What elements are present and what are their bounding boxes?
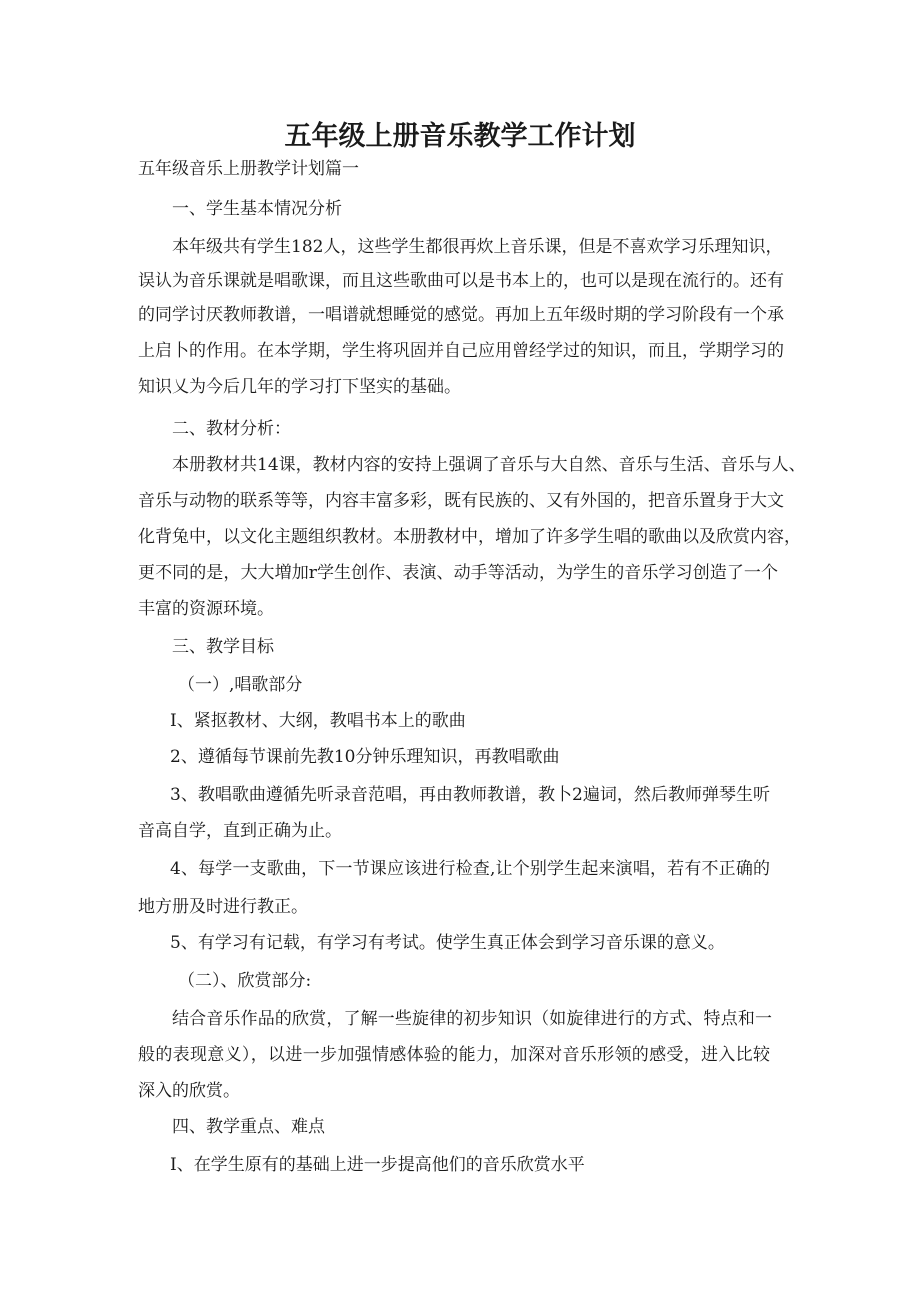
section-2-paragraph-line: 更不同的是，大大増加r学生创作、表演、动手等活动，为学生的音乐学习创造了一个 — [138, 563, 778, 583]
singing-item-3-continued: 音高自学，直到正确为止。 — [138, 821, 342, 841]
subtitle: 五年级音乐上册教学计划篇一 — [138, 159, 359, 179]
singing-item-4: 4、每学一支歌曲，下一节课应该进行检查,让个别学生起来演唱，若有不正确的 — [170, 859, 770, 879]
section-1-paragraph-line: 误认为音乐课就是唱歌课，而且这些歌曲可以是书本上的，也可以是现在流行的。还有 — [138, 271, 784, 291]
singing-item-4-continued: 地方册及时进行教正。 — [138, 897, 308, 917]
section-4-item-1: I、在学生原有的基础上进一步提高他们的音乐欣赏水平 — [170, 1155, 585, 1175]
section-3-subheading-singing: （一）,唱歌部分 — [178, 675, 303, 695]
section-2-paragraph-line: 丰富的资源环境。 — [138, 599, 274, 619]
section-1-paragraph-line: 知识乂为今后几年的学习打下坚实的基础。 — [138, 377, 461, 397]
appreciation-paragraph-line: 般的表现意义），以进一步加强情感体验的能力，加深对音乐形领的感受，进入比较 — [138, 1045, 770, 1065]
section-1-paragraph-line: 上启卜的作用。在本学期，学生将巩固并自己应用曾经学过的知识，而且，学期学习的 — [138, 341, 784, 361]
section-2-paragraph-line: 化背兔中，以文化主题组织教材。本册教材中，增加了许多学生唱的歌曲以及欣赏内容， — [138, 527, 801, 547]
section-1-heading: 一、学生基本情况分析 — [172, 199, 342, 219]
section-4-heading: 四、教学重点、难点 — [172, 1117, 325, 1137]
singing-item-1: I、紧抠教材、大纲，教唱书本上的歌曲 — [170, 711, 466, 731]
section-1-paragraph-line: 本年级共有学生182人，这些学生都很再炊上音乐课，但是不喜欢学习乐理知识， — [172, 237, 783, 257]
section-1-paragraph-line: 的同学讨厌教师教谱，一唱谱就想睡觉的感觉。再加上五年级时期的学习阶段有一个承 — [138, 305, 784, 325]
singing-item-2: 2、遵循每节课前先教10分钟乐理知识，再教唱歌曲 — [170, 747, 560, 767]
page-title: 五年级上册音乐教学工作计划 — [284, 121, 636, 152]
section-2-paragraph-line: 音乐与动物的联系等等，内容丰富多彩，既有民族的、又有外国的，把音乐置身于大文 — [138, 491, 784, 511]
section-3-subheading-appreciation: （二）、欣赏部分: — [178, 971, 312, 991]
singing-item-3: 3、教唱歌曲遵循先听录音范唱，再由教师教谱，教卜2遍词，然后教师弹琴生听 — [170, 785, 770, 805]
singing-item-5: 5、有学习有记载，有学习有考试。使学生真正体会到学习音乐课的意义。 — [170, 933, 725, 953]
section-3-heading: 三、教学目标 — [172, 637, 274, 657]
section-2-heading: 二、教材分析： — [172, 419, 291, 439]
appreciation-paragraph-line: 深入的欣赏。 — [138, 1081, 240, 1101]
section-2-paragraph-line: 本册教材共14课，教材内容的安持上强调了音乐与大自然、音乐与生活、音乐与人、 — [172, 455, 806, 475]
appreciation-paragraph-line: 结合音乐作品的欣赏，了解一些旋律的初步知识（如旋律进行的方式、特点和一 — [172, 1009, 772, 1029]
